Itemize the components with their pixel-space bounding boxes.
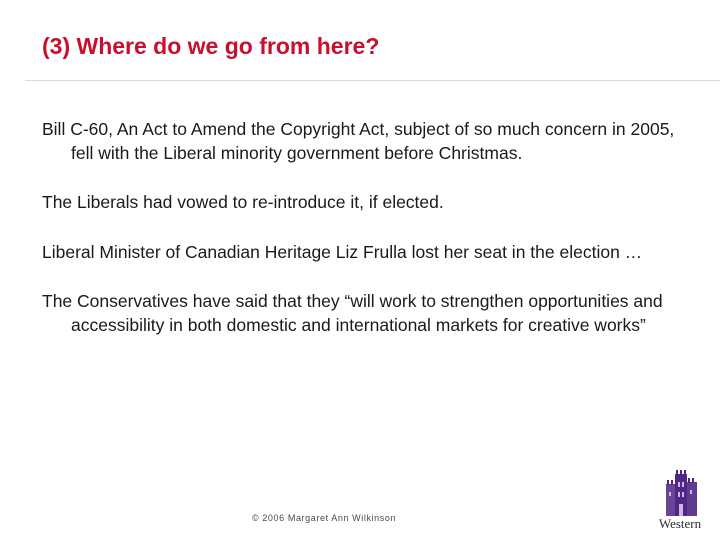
- bullet-item: Bill C-60, An Act to Amend the Copyright Act, subject of so much concern in 2005, fell with the Liberal minority government before Christmas.: [42, 119, 675, 163]
- tower-icon: [650, 470, 710, 516]
- logo-wordmark: Western: [658, 516, 702, 531]
- footer-copyright: © 2006 Margaret Ann Wilkinson: [252, 513, 397, 523]
- western-university-logo: [650, 470, 710, 534]
- slide-title: (3) Where do we go from here?: [42, 33, 380, 59]
- bullet-item: The Liberals had vowed to re-introduce it, if elected.: [42, 192, 444, 212]
- bullet-item: Liberal Minister of Canadian Heritage Liz Frulla lost her seat in the election …: [42, 241, 643, 262]
- bullet-item: The Conservatives have said that they “will work to strengthen opportunities and accessibility in both domestic and international markets for creative works”: [42, 291, 663, 335]
- title-divider: [25, 80, 720, 81]
- bullet-list: [42, 118, 682, 363]
